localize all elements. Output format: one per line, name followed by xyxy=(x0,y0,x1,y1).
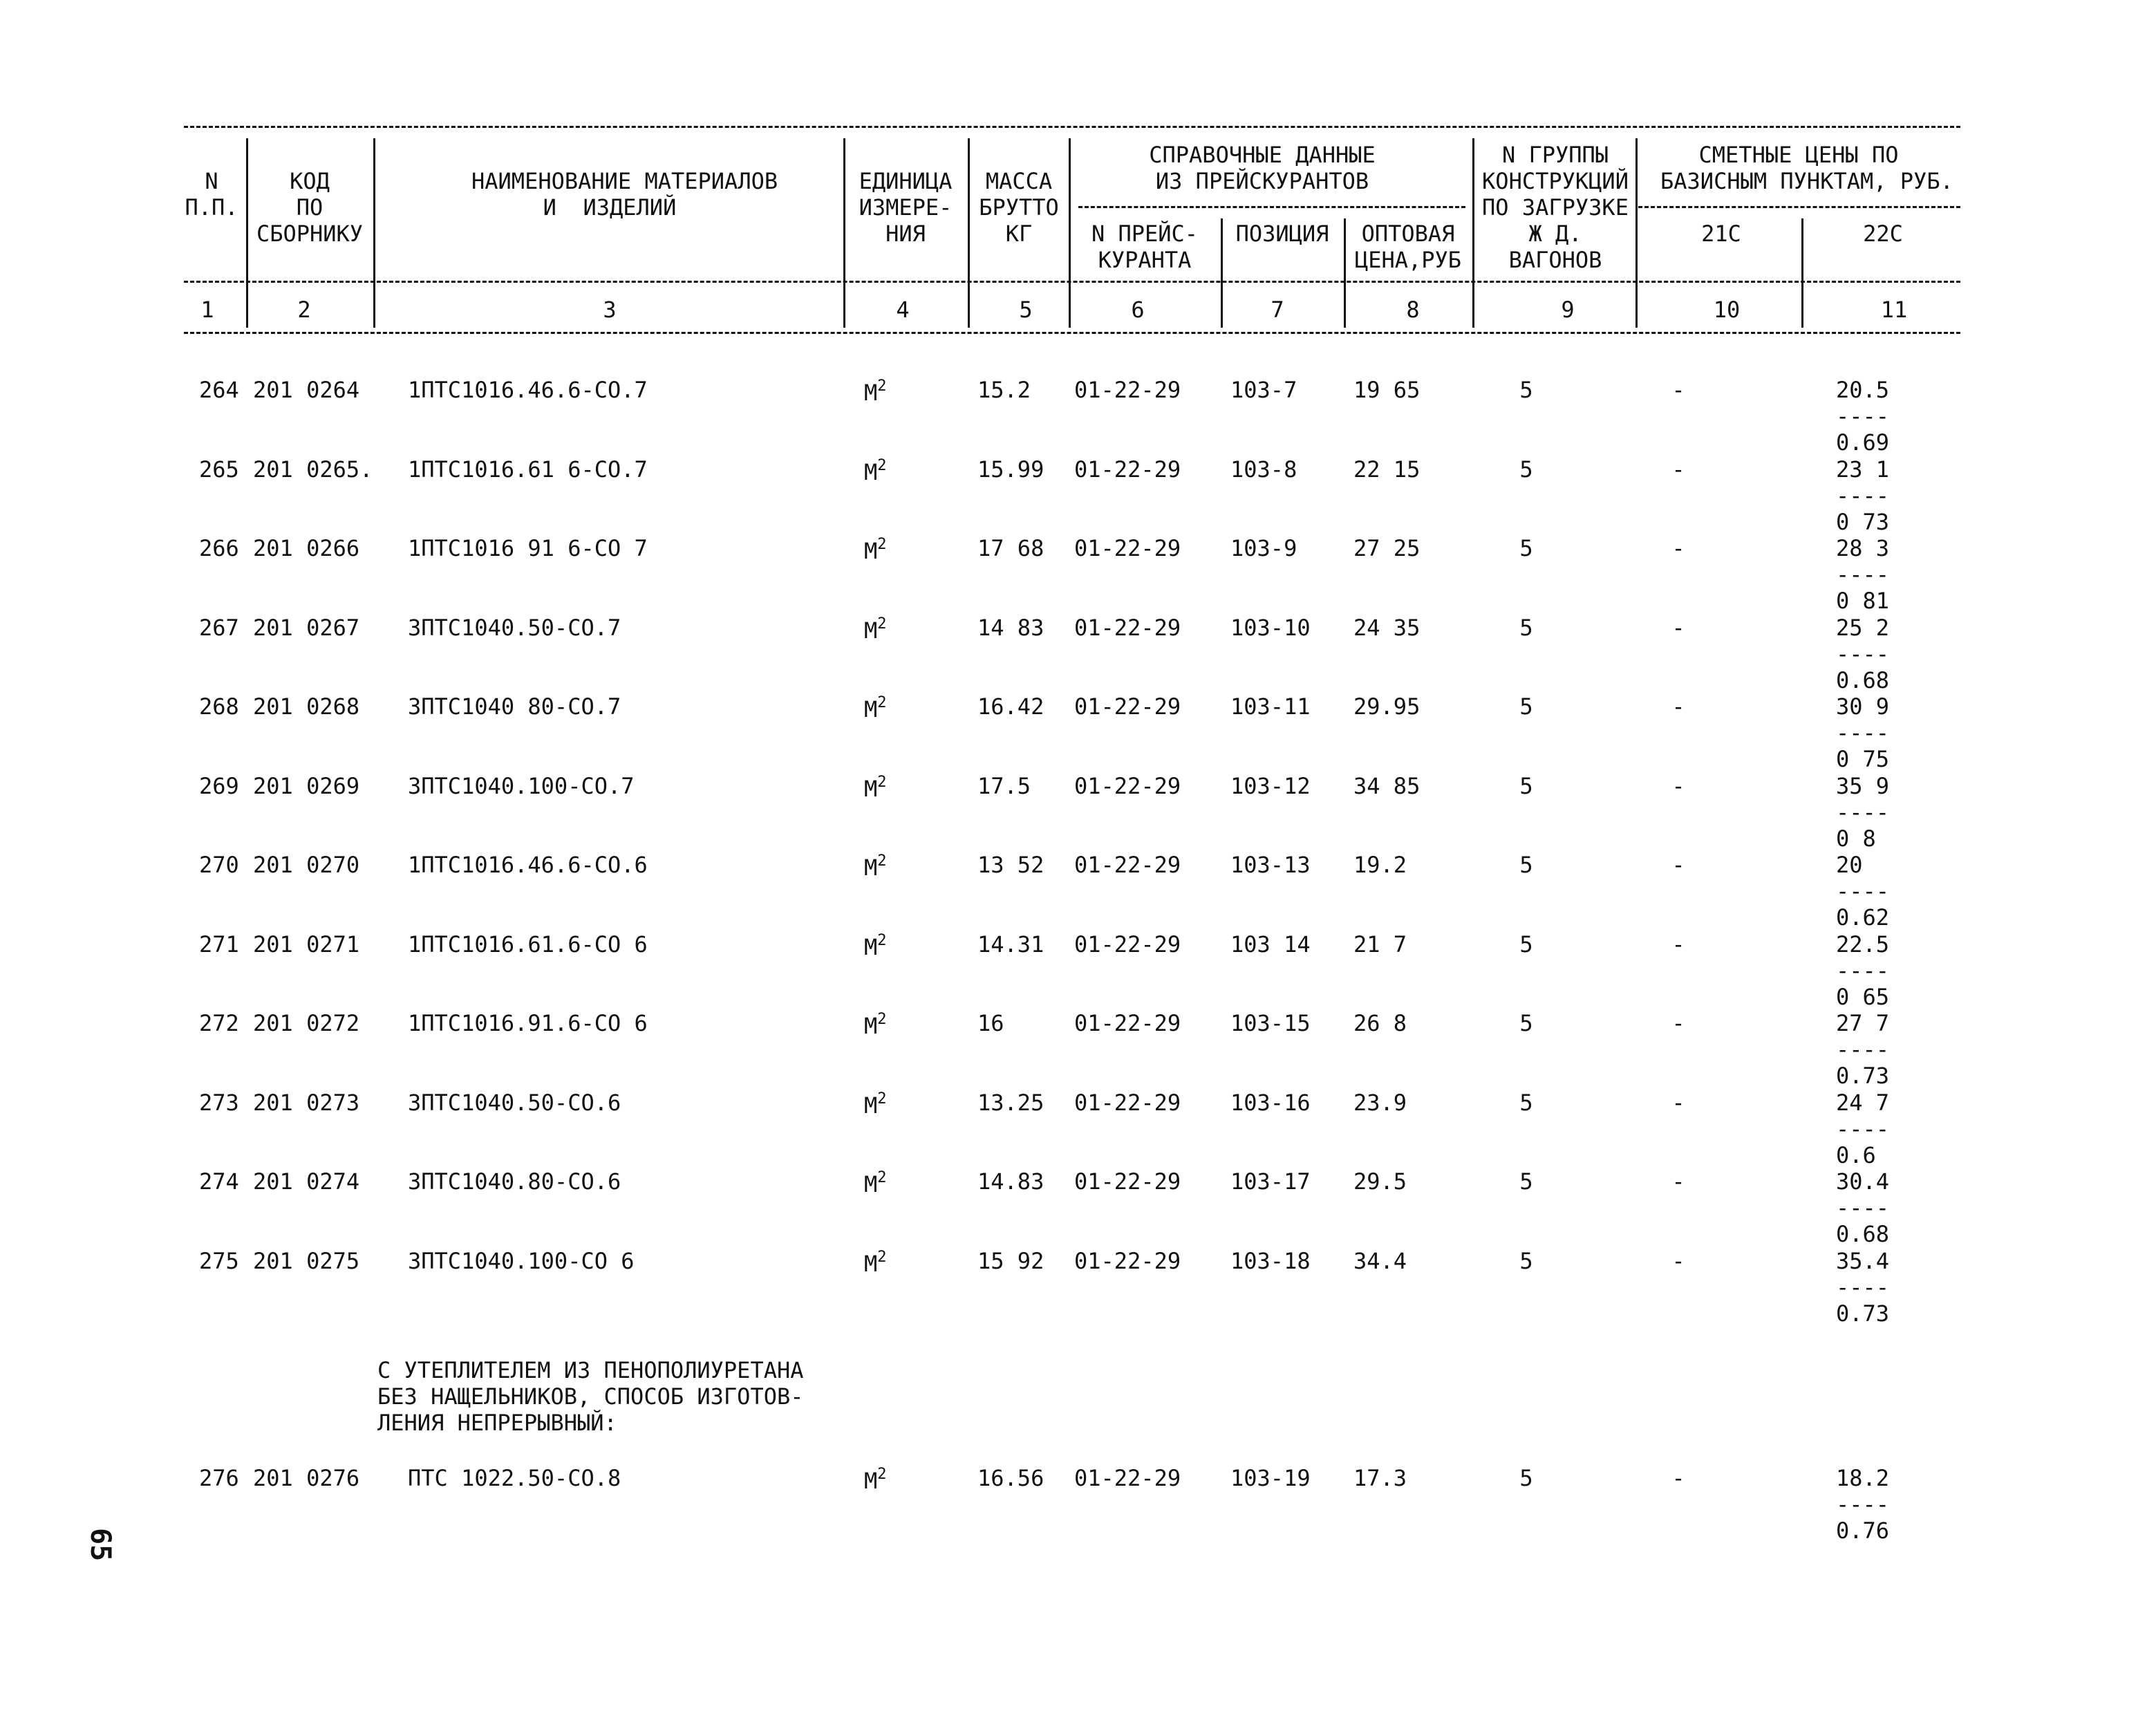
row-price-22c-separator: ---- xyxy=(1836,561,1890,588)
row-price-22c-wage: 0.68 xyxy=(1836,1221,1890,1247)
row-unit xyxy=(864,1250,887,1275)
row-group: 5 xyxy=(1519,1089,1533,1116)
row-name: 1ПТС1016.61 6-СО.7 xyxy=(408,456,648,483)
row-price-22c-wage: 0 75 xyxy=(1836,746,1890,772)
row-position: 103-11 xyxy=(1230,693,1311,720)
row-price-21c: - xyxy=(1671,456,1685,483)
row-number: 273 xyxy=(199,1089,239,1116)
row-wholesale-price: 29.95 xyxy=(1353,693,1421,720)
row-pricelist: 01-22-29 xyxy=(1074,1465,1181,1491)
row-unit xyxy=(864,695,887,720)
row-price-21c: - xyxy=(1671,1089,1685,1116)
row-unit xyxy=(864,854,887,879)
row-price-22c-separator: ---- xyxy=(1836,878,1890,904)
row-unit-text: М xyxy=(864,775,878,802)
header-label-group_ref: ИЗ ПРЕЙСКУРАНТОВ xyxy=(1155,168,1369,194)
row-position: 103-13 xyxy=(1230,852,1311,878)
row-price-22c: 35.4 xyxy=(1836,1247,1890,1274)
row-unit-exponent: 2 xyxy=(877,1090,887,1108)
row-price-21c: - xyxy=(1671,1465,1685,1491)
row-price-22c: 20.5 xyxy=(1836,377,1890,403)
column-number: 4 xyxy=(896,297,910,323)
row-price-22c: 23 1 xyxy=(1836,456,1890,483)
row-price-22c-wage: 0 8 xyxy=(1836,825,1876,852)
row-unit xyxy=(864,775,887,800)
row-mass: 14.31 xyxy=(977,931,1044,958)
row-group: 5 xyxy=(1519,1010,1533,1036)
row-unit xyxy=(864,1012,887,1037)
row-code: 201 0266 xyxy=(253,535,360,561)
section-note-line: С УТЕПЛИТЕЛЕМ ИЗ ПЕНОПОЛИУРЕТАНА xyxy=(377,1357,804,1383)
row-unit xyxy=(864,1170,887,1195)
row-unit-exponent: 2 xyxy=(877,773,887,791)
row-price-22c-separator: ---- xyxy=(1836,640,1890,667)
row-wholesale-price: 26 8 xyxy=(1353,1010,1407,1036)
row-unit-text: М xyxy=(864,380,878,406)
row-wholesale-price: 21 7 xyxy=(1353,931,1407,958)
row-price-22c-separator: ---- xyxy=(1836,1273,1890,1300)
row-price-21c: - xyxy=(1671,1168,1685,1195)
row-pricelist: 01-22-29 xyxy=(1074,693,1181,720)
row-position: 103-8 xyxy=(1230,456,1297,483)
row-price-22c-wage: 0.6 xyxy=(1836,1141,1876,1168)
row-group: 5 xyxy=(1519,931,1533,958)
column-number: 10 xyxy=(1713,297,1741,323)
row-unit-text: М xyxy=(864,1250,878,1277)
row-unit-text: М xyxy=(864,1092,878,1119)
row-price-21c: - xyxy=(1671,852,1685,878)
row-pricelist: 01-22-29 xyxy=(1074,456,1181,483)
column-number: 8 xyxy=(1406,297,1420,323)
row-price-22c: 20 xyxy=(1836,852,1863,878)
row-price-21c: - xyxy=(1671,614,1685,641)
row-mass: 17 68 xyxy=(977,535,1044,561)
header-label-group_price: СМЕТНЫЕ ЦЕНЫ ПО xyxy=(1698,142,1899,168)
row-name: 3ПТС1040.100-СО.7 xyxy=(408,772,635,799)
row-position: 103-9 xyxy=(1230,535,1297,561)
row-unit-text: М xyxy=(864,1171,878,1197)
row-price-22c-separator: ---- xyxy=(1836,799,1890,825)
row-group: 5 xyxy=(1519,1247,1533,1274)
row-price-22c-wage: 0.69 xyxy=(1836,429,1890,456)
row-pricelist: 01-22-29 xyxy=(1074,1168,1181,1195)
row-group: 5 xyxy=(1519,772,1533,799)
column-number: 9 xyxy=(1561,297,1575,323)
row-name: 3ПТС1040.100-СО 6 xyxy=(408,1247,635,1274)
row-unit xyxy=(864,537,887,562)
row-price-22c: 28 3 xyxy=(1836,535,1890,561)
row-wholesale-price: 23.9 xyxy=(1353,1089,1407,1116)
row-group: 5 xyxy=(1519,1168,1533,1195)
row-price-21c: - xyxy=(1671,931,1685,958)
row-number: 264 xyxy=(199,377,239,403)
row-unit-text: М xyxy=(864,617,878,644)
header-label-c10: 21С xyxy=(1701,221,1741,247)
header-label-c3: НАИМЕНОВАНИЕ МАТЕРИАЛОВ xyxy=(471,168,778,194)
section-note-line: БЕЗ НАЩЕЛЬНИКОВ, СПОСОБ ИЗГОТОВ- xyxy=(377,1383,804,1410)
row-price-22c-wage: 0 73 xyxy=(1836,508,1890,535)
table-header-rule xyxy=(184,332,1960,334)
row-price-22c-wage: 0.68 xyxy=(1836,666,1890,693)
row-wholesale-price: 24 35 xyxy=(1353,614,1421,641)
row-number: 269 xyxy=(199,772,239,799)
row-price-22c-wage: 0.73 xyxy=(1836,1300,1890,1327)
row-unit xyxy=(864,1092,887,1117)
header-label-c8: ОПТОВАЯ xyxy=(1361,221,1455,247)
row-pricelist: 01-22-29 xyxy=(1074,1247,1181,1274)
row-unit-exponent: 2 xyxy=(877,1466,887,1483)
row-price-22c-wage: 0.76 xyxy=(1836,1517,1890,1544)
row-position: 103-7 xyxy=(1230,377,1297,403)
row-mass: 16 xyxy=(977,1010,1004,1036)
row-unit xyxy=(864,379,887,404)
row-wholesale-price: 19 65 xyxy=(1353,377,1421,403)
row-name: 3ПТС1040.80-СО.6 xyxy=(408,1168,621,1195)
row-mass: 16.42 xyxy=(977,693,1044,720)
row-pricelist: 01-22-29 xyxy=(1074,614,1181,641)
row-number: 268 xyxy=(199,693,239,720)
row-unit-exponent: 2 xyxy=(877,536,887,553)
row-code: 201 0276 xyxy=(253,1465,360,1491)
row-name: 3ПТС1040.50-СО.6 xyxy=(408,1089,621,1116)
row-price-21c: - xyxy=(1671,772,1685,799)
header-label-c7: ПОЗИЦИЯ xyxy=(1235,221,1329,247)
row-pricelist: 01-22-29 xyxy=(1074,852,1181,878)
column-number: 1 xyxy=(200,297,214,323)
row-code: 201 0267 xyxy=(253,614,360,641)
header-label-group_price: БАЗИСНЫМ ПУНКТАМ, РУБ. xyxy=(1660,168,1953,194)
row-unit-text: М xyxy=(864,933,878,960)
row-wholesale-price: 22 15 xyxy=(1353,456,1421,483)
row-mass: 15.2 xyxy=(977,377,1031,403)
row-price-22c: 24 7 xyxy=(1836,1089,1890,1116)
row-unit-text: М xyxy=(864,1013,878,1039)
header-label-c9: КОНСТРУКЦИЙ xyxy=(1482,168,1629,194)
column-number: 5 xyxy=(1019,297,1033,323)
column-number: 6 xyxy=(1131,297,1145,323)
row-price-22c-separator: ---- xyxy=(1836,482,1890,509)
column-number: 11 xyxy=(1880,297,1908,323)
header-label-c11: 22С xyxy=(1863,221,1903,247)
row-unit-exponent: 2 xyxy=(877,852,887,870)
header-label-c1: N xyxy=(205,168,218,194)
row-name: 3ПТС1040 80-СО.7 xyxy=(408,693,621,720)
row-position: 103-18 xyxy=(1230,1247,1311,1274)
row-price-22c: 30.4 xyxy=(1836,1168,1890,1195)
row-price-21c: - xyxy=(1671,377,1685,403)
row-price-22c-wage: 0.73 xyxy=(1836,1063,1890,1089)
header-label-c6: КУРАНТА xyxy=(1098,247,1192,273)
row-code: 201 0265. xyxy=(253,456,373,483)
column-number: 3 xyxy=(603,297,617,323)
row-price-21c: - xyxy=(1671,1010,1685,1036)
row-unit-exponent: 2 xyxy=(877,931,887,949)
row-price-22c: 25 2 xyxy=(1836,614,1890,641)
row-number: 267 xyxy=(199,614,239,641)
row-price-22c-wage: 0 65 xyxy=(1836,983,1890,1010)
row-pricelist: 01-22-29 xyxy=(1074,1089,1181,1116)
row-position: 103-15 xyxy=(1230,1010,1311,1036)
row-price-22c-wage: 0 81 xyxy=(1836,588,1890,614)
row-code: 201 0270 xyxy=(253,852,360,878)
header-label-c6: N ПРЕЙС- xyxy=(1091,221,1199,247)
header-label-c8: ЦЕНА,РУБ xyxy=(1354,247,1462,273)
row-group: 5 xyxy=(1519,377,1533,403)
row-price-22c: 35 9 xyxy=(1836,772,1890,799)
row-wholesale-price: 17.3 xyxy=(1353,1465,1407,1491)
row-unit xyxy=(864,933,887,958)
row-price-22c: 27 7 xyxy=(1836,1010,1890,1036)
row-code: 201 0275 xyxy=(253,1247,360,1274)
row-name: 1ПТС1016.46.6-СО.7 xyxy=(408,377,648,403)
row-wholesale-price: 19.2 xyxy=(1353,852,1407,878)
row-mass: 14 83 xyxy=(977,614,1044,641)
row-code: 201 0271 xyxy=(253,931,360,958)
row-code: 201 0269 xyxy=(253,772,360,799)
row-name: 1ПТС1016.46.6-СО.6 xyxy=(408,852,648,878)
row-number: 275 xyxy=(199,1247,239,1274)
row-unit-exponent: 2 xyxy=(877,694,887,711)
row-name: 1ПТС1016.91.6-СО 6 xyxy=(408,1010,648,1036)
row-code: 201 0272 xyxy=(253,1010,360,1036)
row-number: 265 xyxy=(199,456,239,483)
row-name: 3ПТС1040.50-СО.7 xyxy=(408,614,621,641)
row-price-22c-separator: ---- xyxy=(1836,1036,1890,1063)
row-pricelist: 01-22-29 xyxy=(1074,772,1181,799)
row-code: 201 0268 xyxy=(253,693,360,720)
row-code: 201 0273 xyxy=(253,1089,360,1116)
row-mass: 15.99 xyxy=(977,456,1044,483)
row-number: 276 xyxy=(199,1465,239,1491)
row-position: 103-16 xyxy=(1230,1089,1311,1116)
row-position: 103-10 xyxy=(1230,614,1311,641)
row-unit-text: М xyxy=(864,696,878,722)
row-position: 103-12 xyxy=(1230,772,1311,799)
header-label-c2: КОД xyxy=(290,168,330,194)
header-label-c9: N ГРУППЫ xyxy=(1501,142,1609,168)
row-unit-exponent: 2 xyxy=(877,1169,887,1186)
header-label-c3: И ИЗДЕЛИЙ xyxy=(543,194,677,221)
row-price-21c: - xyxy=(1671,693,1685,720)
row-unit xyxy=(864,458,887,483)
row-number: 266 xyxy=(199,535,239,561)
row-unit-text: М xyxy=(864,538,878,564)
row-unit-exponent: 2 xyxy=(877,1011,887,1028)
row-group: 5 xyxy=(1519,535,1533,561)
row-price-22c-separator: ---- xyxy=(1836,720,1890,746)
header-label-c5: МАССА xyxy=(985,168,1053,194)
row-group: 5 xyxy=(1519,1465,1533,1491)
row-unit-text: М xyxy=(864,1468,878,1494)
header-label-c2: ПО xyxy=(296,194,324,221)
row-unit xyxy=(864,1467,887,1492)
header-label-group_ref: СПРАВОЧНЫЕ ДАННЫЕ xyxy=(1149,142,1376,168)
row-name: ПТС 1022.50-СО.8 xyxy=(408,1465,621,1491)
row-group: 5 xyxy=(1519,693,1533,720)
row-code: 201 0274 xyxy=(253,1168,360,1195)
row-position: 103 14 xyxy=(1230,931,1311,958)
row-name: 1ПТС1016 91 6-СО 7 xyxy=(408,535,648,561)
row-price-22c-separator: ---- xyxy=(1836,403,1890,429)
header-label-c5: БРУТТО xyxy=(979,194,1059,221)
row-mass: 13 52 xyxy=(977,852,1044,878)
header-label-c4: ЕДИНИЦА xyxy=(859,168,953,194)
row-unit xyxy=(864,617,887,642)
row-price-22c-separator: ---- xyxy=(1836,1115,1890,1142)
row-mass: 15 92 xyxy=(977,1247,1044,1274)
row-unit-exponent: 2 xyxy=(877,377,887,395)
row-unit-text: М xyxy=(864,458,878,485)
row-price-22c-separator: ---- xyxy=(1836,957,1890,984)
row-price-22c-separator: ---- xyxy=(1836,1491,1890,1517)
header-label-c9: ПО ЗАГРУЗКЕ xyxy=(1482,194,1629,221)
header-label-c4: НИЯ xyxy=(885,221,926,247)
page-number: 65 xyxy=(84,1528,116,1562)
row-number: 272 xyxy=(199,1010,239,1036)
header-bottom-rule xyxy=(184,281,1960,283)
row-group: 5 xyxy=(1519,614,1533,641)
row-unit-exponent: 2 xyxy=(877,456,887,474)
column-number: 7 xyxy=(1271,297,1284,323)
row-pricelist: 01-22-29 xyxy=(1074,931,1181,958)
row-wholesale-price: 29.5 xyxy=(1353,1168,1407,1195)
row-group: 5 xyxy=(1519,456,1533,483)
section-note-line: ЛЕНИЯ НЕПРЕРЫВНЫЙ: xyxy=(377,1410,617,1436)
column-number: 2 xyxy=(297,297,311,323)
header-label-c5: КГ xyxy=(1005,221,1033,247)
row-unit-text: М xyxy=(864,854,878,881)
row-code: 201 0264 xyxy=(253,377,360,403)
row-unit-exponent: 2 xyxy=(877,615,887,633)
row-mass: 13.25 xyxy=(977,1089,1044,1116)
row-mass: 16.56 xyxy=(977,1465,1044,1491)
header-label-c9: ВАГОНОВ xyxy=(1508,247,1602,273)
row-price-22c: 22.5 xyxy=(1836,931,1890,958)
row-name: 1ПТС1016.61.6-СО 6 xyxy=(408,931,648,958)
row-mass: 14.83 xyxy=(977,1168,1044,1195)
row-number: 270 xyxy=(199,852,239,878)
row-number: 274 xyxy=(199,1168,239,1195)
row-wholesale-price: 34 85 xyxy=(1353,772,1421,799)
row-pricelist: 01-22-29 xyxy=(1074,535,1181,561)
row-number: 271 xyxy=(199,931,239,958)
row-position: 103-17 xyxy=(1230,1168,1311,1195)
row-group: 5 xyxy=(1519,852,1533,878)
row-price-22c-separator: ---- xyxy=(1836,1195,1890,1221)
row-price-22c: 30 9 xyxy=(1836,693,1890,720)
header-label-c2: СБОРНИКУ xyxy=(256,221,364,247)
row-wholesale-price: 34.4 xyxy=(1353,1247,1407,1274)
header-label-c9: Ж Д. xyxy=(1528,221,1582,247)
header-label-c4: ИЗМЕРЕ- xyxy=(859,194,953,221)
row-unit-exponent: 2 xyxy=(877,1248,887,1266)
row-price-21c: - xyxy=(1671,1247,1685,1274)
header-label-c1: П.П. xyxy=(185,194,238,221)
row-price-22c: 18.2 xyxy=(1836,1465,1890,1491)
row-wholesale-price: 27 25 xyxy=(1353,535,1421,561)
row-pricelist: 01-22-29 xyxy=(1074,1010,1181,1036)
row-position: 103-19 xyxy=(1230,1465,1311,1491)
table-top-rule xyxy=(184,126,1960,128)
row-mass: 17.5 xyxy=(977,772,1031,799)
row-price-22c-wage: 0.62 xyxy=(1836,904,1890,931)
row-price-21c: - xyxy=(1671,535,1685,561)
row-pricelist: 01-22-29 xyxy=(1074,377,1181,403)
